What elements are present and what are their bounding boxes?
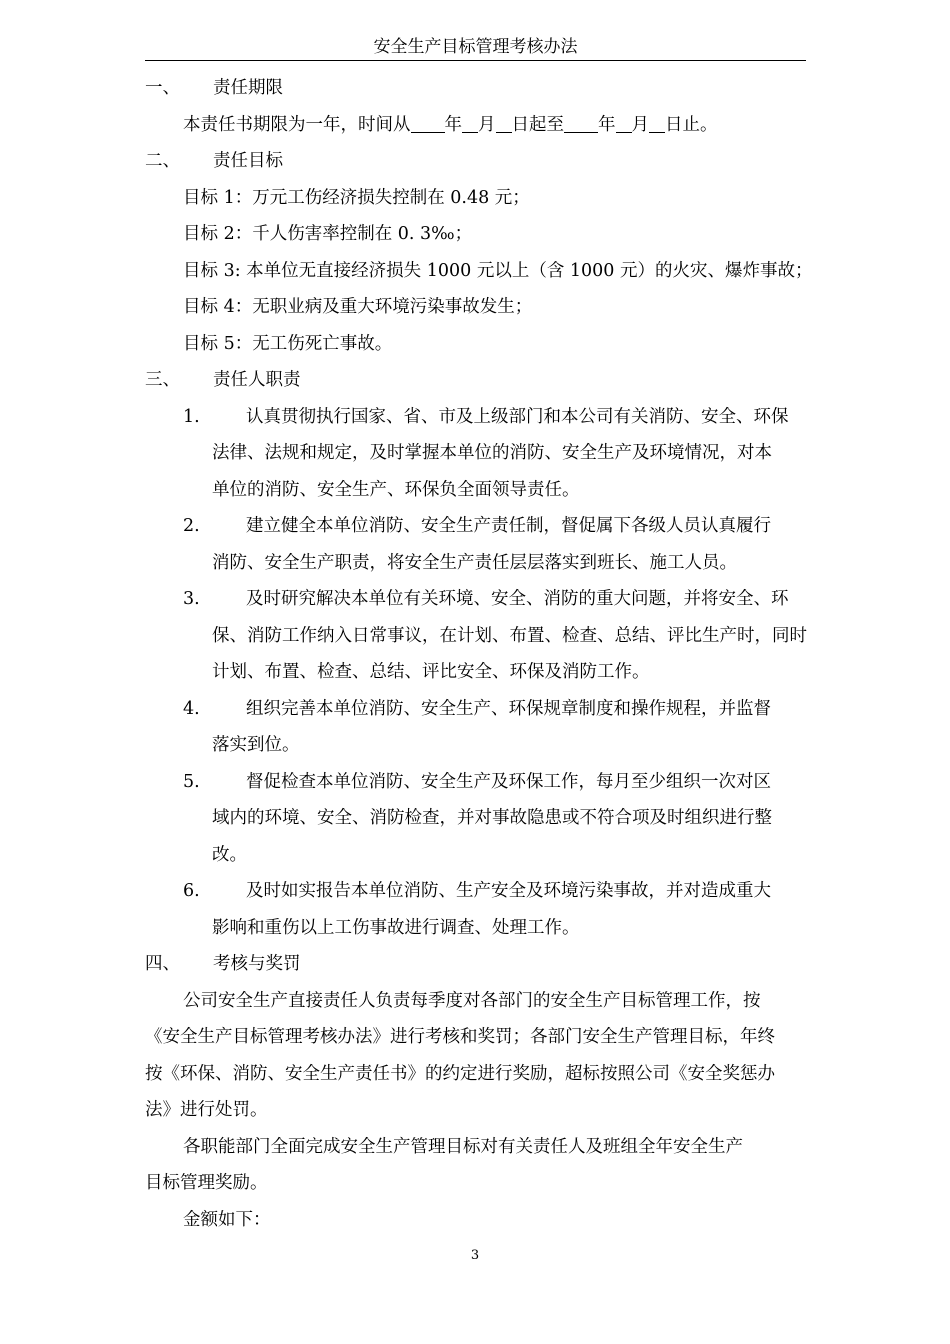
duty-item: 5. 督促检查本单位消防、安全生产及环保工作，每月至少组织一次对区 域内的环境、安全、消防检查，并对事故隐患或不符合项及时组织进行整 改。	[145, 764, 806, 874]
duty-item: 1. 认真贯彻执行国家、省、市及上级部门和本公司有关消防、安全、环保 法律、法规和规定，及时掌握本单位的消防、安全生产及环境情况，对本 单位的消防、安全生产、环保负全面领导责任。	[145, 399, 806, 509]
section-title: 考核与奖罚	[213, 954, 301, 974]
section-number: 一、	[145, 78, 180, 98]
goal-item: 目标 3: 本单位无直接经济损失 1000 元以上（含 1000 元）的火灾、爆炸事故；	[183, 260, 813, 281]
duty-number: 6.	[183, 881, 200, 901]
section-number: 三、	[145, 370, 180, 390]
duty-number: 5.	[183, 771, 200, 792]
duty-number: 1.	[183, 406, 200, 427]
header-title: 安全生产目标管理考核办法	[373, 37, 578, 57]
duty-item: 3. 及时研究解决本单位有关环境、安全、消防的重大问题，并将安全、环 保、消防工作纳入日常事议，在计划、布置、检查、总结、评比生产时，同时 计划、布置、检查、总结、评比安全、环保及消防工作。	[145, 581, 806, 691]
blank-line	[411, 112, 445, 133]
goal-item: 目标 4：无职业病及重大环境污染事故发生；	[183, 297, 533, 317]
duty-item: 6. 及时如实报告本单位消防、生产安全及环境污染事故，并对造成重大 影响和重伤以上工伤事故进行调查、处理工作。	[145, 873, 806, 946]
duty-number: 4.	[183, 698, 200, 719]
section-title: 责任人职责	[213, 370, 301, 390]
goal-item: 目标 1：万元工伤经济损失控制在 0.48 元；	[183, 187, 530, 208]
blank-line	[616, 112, 632, 133]
duty-number: 2.	[183, 516, 200, 536]
goal-item: 目标 2：千人伤害率控制在 0. 3‰；	[183, 224, 473, 244]
section-heading-1	[145, 70, 806, 107]
document-body	[145, 70, 813, 1238]
section-number: 四、	[145, 954, 180, 974]
blank-line	[496, 112, 512, 133]
section-number: 二、	[145, 151, 180, 171]
duty-number: 3.	[183, 589, 200, 609]
blank-line	[649, 112, 665, 133]
amount-label: 金额如下：	[183, 1209, 271, 1230]
blank-line	[564, 112, 598, 133]
page-number: 3	[470, 1248, 480, 1263]
section-heading-3	[145, 362, 806, 399]
reward-paragraph: 各职能部门全面完成安全生产管理目标对有关责任人及班组全年安全生产 目标管理奖励。	[145, 1136, 743, 1193]
term-paragraph: 本责任书期限为一年，时间从 年 月 日起至 年 月 日止。	[145, 107, 806, 144]
assessment-paragraph: 公司安全生产直接责任人负责每季度对各部门的安全生产目标管理工作，按 《安全生产目标管理考核办法》进行考核和奖罚；各部门安全生产管理目标，年终 按《环保、消防、安全生产责任书》的约定进行奖励，超标按照公司《安全奖惩办 法》进行处罚。	[145, 990, 775, 1120]
duty-item: 2. 建立健全本单位消防、安全生产责任制，督促属下各级人员认真履行 消防、安全生产职责，将安全生产责任层层落实到班长、施工人员。	[145, 508, 806, 581]
page-header	[145, 34, 806, 61]
duty-item: 4. 组织完善本单位消防、安全生产、环保规章制度和操作规程，并监督 落实到位。	[145, 691, 806, 764]
goal-item: 目标 5：无工伤死亡事故。	[183, 333, 393, 354]
section-heading-4	[145, 946, 806, 983]
blank-line	[462, 112, 478, 133]
section-heading-2	[145, 143, 806, 180]
section-title: 责任目标	[213, 151, 283, 171]
section-title: 责任期限	[213, 78, 283, 98]
